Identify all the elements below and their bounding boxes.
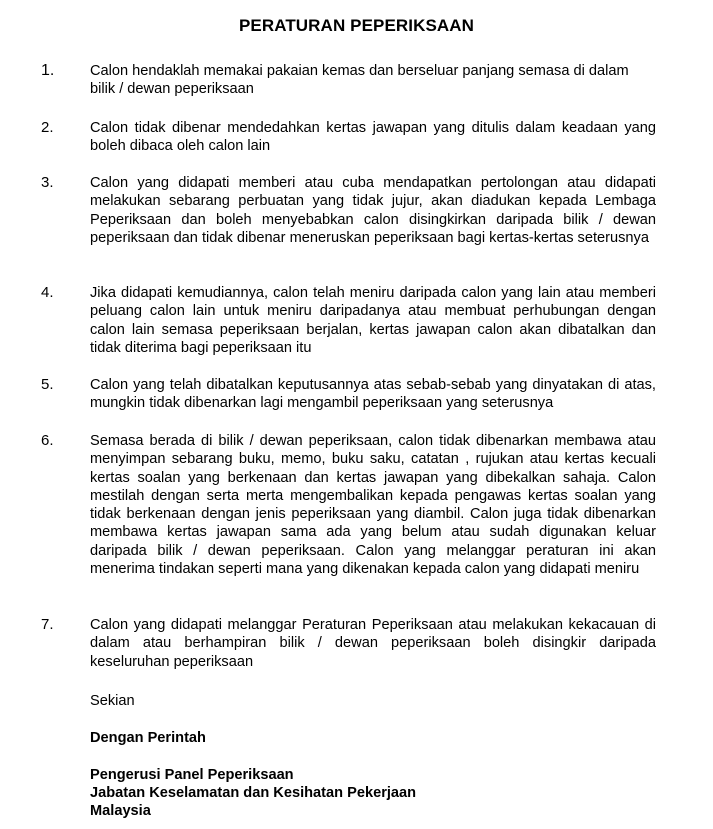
signatory-department: Jabatan Keselamatan dan Kesihatan Pekerjaan — [90, 785, 417, 801]
rule-text: Calon hendaklah memakai pakaian kemas dan berseluar panjang semasa di dalam bilik / dewan peperiksaan — [90, 63, 629, 98]
rule-text: Calon yang didapati memberi atau cuba mendapatkan pertolongan atau didapati melakukan sebarang perbuatan yang tidak jujur, akan diadukan kepada Lembaga Peperiksaan dan boleh menyebabkan calon disingkirkan daripada bilik / dewan peperiksaan dan tidak dibenar meneruskan peperiksaan bagi kertas-kertas seterusnya — [90, 175, 656, 246]
rule-number: 3. — [41, 174, 54, 191]
rule-number: 5. — [41, 376, 54, 393]
rule-number: 1. — [41, 62, 55, 79]
rule-text: Calon yang didapati melanggar Peraturan Peperiksaan atau melakukan kekacauan di dalam atau berhampiran bilik / dewan peperiksaan boleh disingkir daripada keseluruhan peperiksaan — [90, 617, 656, 670]
page-title: PERATURAN PEPERIKSAAN — [238, 16, 475, 35]
order-line: Dengan Perintah — [90, 730, 206, 746]
closing-text: Sekian — [90, 693, 135, 709]
rule-number: 4. — [41, 284, 54, 301]
rule-text: Jika didapati kemudiannya, calon telah meniru daripada calon yang lain atau memberi peluang calon lain untuk meniru daripadanya atau membuat perhubungan dengan calon lain semasa peperiksaan berjalan, kertas jawapan calon akan dibatalkan dan tidak diterima bagi peperiksaan itu — [90, 285, 656, 356]
rule-text: Calon tidak dibenar mendedahkan kertas jawapan yang ditulis dalam keadaan yang boleh dibaca oleh calon lain — [90, 120, 656, 155]
rule-number: 7. — [41, 616, 54, 633]
rule-text: Calon yang telah dibatalkan keputusannya atas sebab-sebab yang dinyatakan di atas, mungkin tidak dibenarkan lagi mengambil peperiksaan yang seterusnya — [90, 377, 656, 412]
rule-number: 2. — [41, 119, 54, 136]
signatory-position: Pengerusi Panel Peperiksaan — [90, 767, 294, 783]
rule-number: 6. — [41, 432, 54, 449]
rule-text: Semasa berada di bilik / dewan peperiksaan, calon tidak dibenarkan membawa atau menyimpan sebarang buku, memo, buku saku, catatan , rujukan atau kertas kecuali kertas soalan yang berkenaan dan kertas jawapan yang dibekalkan sahaja. Calon mestilah dengan serta merta mengembalikan kepada pengawas kertas soalan yang tidak berkenaan dengan jenis peperiksaan yang diambil. Calon juga tidak dibenarkan membawa kertas jawapan sama ada yang belum atau sudah digunakan keluar daripada bilik / dewan peperiksaan. Calon yang melanggar peraturan ini akan menerima tindakan seperti mana yang dikenakan kepada calon yang didapati meniru — [90, 433, 656, 578]
signatory-country: Malaysia — [90, 803, 151, 819]
